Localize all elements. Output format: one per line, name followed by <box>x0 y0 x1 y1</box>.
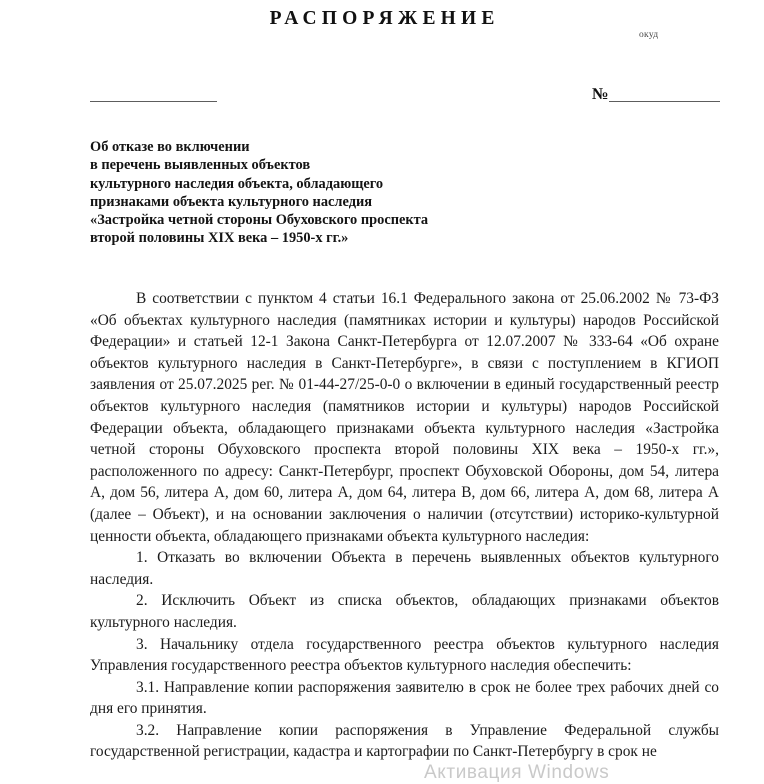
page-title: РАСПОРЯЖЕНИЕ <box>269 8 500 29</box>
windows-activation-watermark: Активация Windows <box>424 762 610 783</box>
okud-label: окуд <box>639 30 659 40</box>
body-paragraph: В соответствии с пунктом 4 статьи 16.1 Федерального закона от 25.06.2002 № 73-ФЗ «Об объектах культурного наследия (памятниках истории и культуры) народов Российской Федерации» и статьей 12-1 Закона Санкт-Петербурга от 12.07.2007 № 333-64 «Об охране объектов культурного наследия в Санкт-Петербурге», в связи с поступлением в КГИОП заявления от 25.07.2025 рег. № 01-44-27/25-0-0 о включении в единый государственный реестр объектов культурного наследия (памятников истории и культуры) народов Российской Федерации объекта, обладающего признаками объекта культурного наследия «Застройка четной стороны Обуховского проспекта второй половины XIX века – 1950-х гг.», расположенного по адресу: Санкт-Петербург, проспект Обуховской Обороны, дом 54, литера А, дом 56, литера А, дом 60, литера А, дом 64, литера В, дом 66, литера А, дом 68, литера А (далее – Объект), и на основании заключения о наличии (отсутствии) историко-культурной ценности объекта, обладающего признаками объекта культурного наследия: <box>90 290 719 545</box>
body-paragraph: 3.2. Направление копии распоряжения в Управление Федеральной службы государственной регистрации, кадастра и картографии по Санкт-Петербургу в срок не <box>90 721 719 761</box>
subject-line: «Застройка четной стороны Обуховского проспекта <box>90 212 429 229</box>
subject-line: Об отказе во включении <box>90 139 250 155</box>
number-rule-line <box>609 101 720 102</box>
body-paragraph: 2. Исключить Объект из списка объектов, обладающих признаками объектов культурного наследия. <box>90 592 719 631</box>
document-body <box>90 288 719 763</box>
document-number-group <box>592 86 720 104</box>
subject-line: в перечень выявленных объектов <box>90 157 311 174</box>
subject-line: второй половины XIX века – 1950-х гг.» <box>90 230 349 247</box>
subject-line: признаками объекта культурного наследия <box>90 193 373 210</box>
subject-block <box>90 138 610 248</box>
body-paragraph: 1. Отказать во включении Объекта в перечень выявленных объектов культурного наследия. <box>90 549 719 588</box>
subject-line: культурного наследия объекта, обладающего <box>90 175 384 192</box>
body-paragraph: 3.1. Направление копии распоряжения заявителю в срок не более трех рабочих дней со дня его принятия. <box>90 678 719 718</box>
date-rule-line <box>90 101 217 102</box>
body-paragraph: 3. Начальнику отдела государственного реестра объектов культурного наследия Управления государственного реестра объектов культурного наследия обеспечить: <box>90 635 719 675</box>
number-sign-symbol: № <box>592 84 609 103</box>
